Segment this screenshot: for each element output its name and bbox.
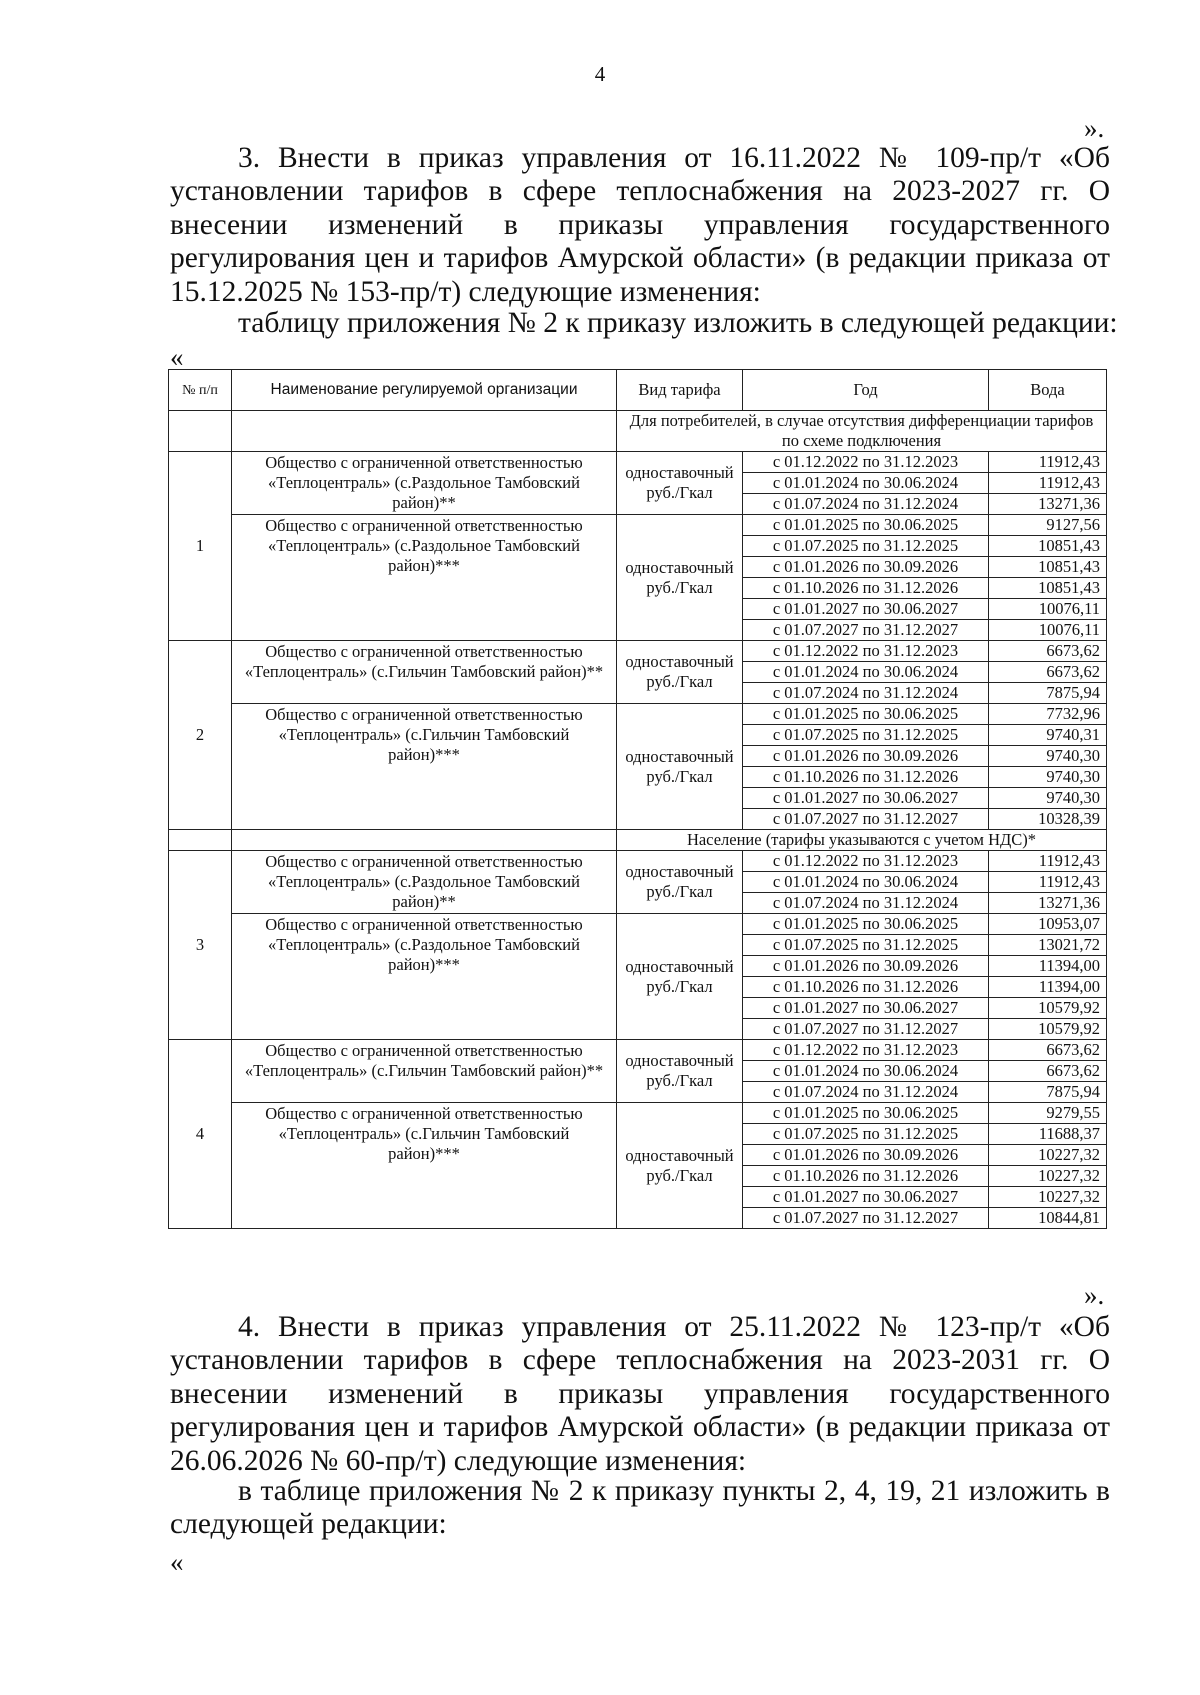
- period-cell: с 01.01.2025 по 30.06.2025: [743, 914, 989, 935]
- table-row: [169, 452, 1107, 473]
- organization-name: Общество с ограниченной ответственностью «Теплоцентраль» (с.Гильчин Тамбовский район)***: [232, 704, 617, 830]
- table-row: [169, 914, 1107, 935]
- row-number: 4: [169, 1040, 232, 1229]
- row-number: 1: [169, 452, 232, 641]
- header-type: Вид тарифа: [617, 370, 743, 411]
- tariff-type: одноставочный руб./Гкал: [617, 452, 743, 515]
- period-cell: с 01.01.2027 по 30.06.2027: [743, 788, 989, 809]
- organization-name: Общество с ограниченной ответственностью «Теплоцентраль» (с.Гильчин Тамбовский район)**: [232, 1040, 617, 1103]
- table-row: [169, 1103, 1107, 1124]
- paragraph-3: [170, 142, 1110, 309]
- period-cell: с 01.07.2027 по 31.12.2027: [743, 809, 989, 830]
- paragraph-3-intro: таблицу приложения № 2 к приказу изложить в следующей редакции:: [238, 307, 1118, 339]
- tariff-type: одноставочный руб./Гкал: [617, 515, 743, 641]
- paragraph-3-text: 3. Внести в приказ управления от 16.11.2022 № 109-пр/т «Об установлении тарифов в сфере теплоснабжения на 2023-2027 гг. О внесении изменений в приказы управления государственного регулирования цен и тарифов Амурской области» (в редакции приказа от 15.12.2025 № 153-пр/т) следующие изменения:: [170, 142, 1110, 308]
- period-cell: с 01.07.2027 по 31.12.2027: [743, 620, 989, 641]
- organization-name: Общество с ограниченной ответственностью «Теплоцентраль» (с.Раздольное Тамбовский район)**: [232, 851, 617, 914]
- period-cell: с 01.01.2024 по 30.06.2024: [743, 662, 989, 683]
- opening-quote: «: [170, 342, 184, 372]
- page-number: 4: [594, 62, 606, 86]
- period-cell: с 01.10.2026 по 31.12.2026: [743, 977, 989, 998]
- water-tariff-value: 13271,36: [989, 494, 1107, 515]
- row-number: 3: [169, 851, 232, 1040]
- water-tariff-value: 10844,81: [989, 1208, 1107, 1229]
- opening-quote: «: [170, 1547, 184, 1577]
- period-cell: с 01.07.2024 по 31.12.2024: [743, 893, 989, 914]
- period-cell: с 01.01.2026 по 30.09.2026: [743, 1145, 989, 1166]
- paragraph-4-intro: [170, 1475, 1110, 1542]
- water-tariff-value: 10076,11: [989, 599, 1107, 620]
- row-number: 2: [169, 641, 232, 830]
- table-header-row: [169, 370, 1107, 411]
- table-row: [169, 851, 1107, 872]
- header-year: Год: [743, 370, 989, 411]
- closing-quote: ».: [1084, 113, 1105, 143]
- section-row: [169, 411, 1107, 452]
- paragraph-4-text: 4. Внести в приказ управления от 25.11.2022 № 123-пр/т «Об установлении тарифов в сфере теплоснабжения на 2023-2031 гг. О внесении изменений в приказы управления государственного регулирования цен и тарифов Амурской области» (в редакции приказа от 26.06.2026 № 60-пр/т) следующие изменения:: [170, 1311, 1110, 1477]
- paragraph-4-intro-text: в таблице приложения № 2 к приказу пункты 2, 4, 19, 21 изложить в следующей редакции:: [170, 1475, 1110, 1541]
- period-cell: с 01.07.2024 по 31.12.2024: [743, 494, 989, 515]
- water-tariff-value: 13271,36: [989, 893, 1107, 914]
- water-tariff-value: 6673,62: [989, 662, 1107, 683]
- period-cell: с 01.07.2027 по 31.12.2027: [743, 1208, 989, 1229]
- section-org-cell: [232, 830, 617, 851]
- period-cell: с 01.07.2025 по 31.12.2025: [743, 725, 989, 746]
- organization-name: Общество с ограниченной ответственностью «Теплоцентраль» (с.Раздольное Тамбовский район)**: [232, 452, 617, 515]
- header-org: Наименование регулируемой организации: [232, 370, 617, 411]
- organization-name: Общество с ограниченной ответственностью «Теплоцентраль» (с.Раздольное Тамбовский район)***: [232, 515, 617, 641]
- tariff-type: одноставочный руб./Гкал: [617, 704, 743, 830]
- period-cell: с 01.01.2027 по 30.06.2027: [743, 599, 989, 620]
- water-tariff-value: 7732,96: [989, 704, 1107, 725]
- water-tariff-value: 7875,94: [989, 1082, 1107, 1103]
- section-title: Для потребителей, в случае отсутствия дифференциации тарифов по схеме подключения: [617, 411, 1107, 452]
- water-tariff-value: 10851,43: [989, 536, 1107, 557]
- period-cell: с 01.07.2027 по 31.12.2027: [743, 1019, 989, 1040]
- period-cell: с 01.07.2025 по 31.12.2025: [743, 935, 989, 956]
- water-tariff-value: 13021,72: [989, 935, 1107, 956]
- period-cell: с 01.07.2024 по 31.12.2024: [743, 1082, 989, 1103]
- table-row: [169, 704, 1107, 725]
- period-cell: с 01.12.2022 по 31.12.2023: [743, 851, 989, 872]
- water-tariff-value: 9279,55: [989, 1103, 1107, 1124]
- tariff-type: одноставочный руб./Гкал: [617, 851, 743, 914]
- section-title: Население (тарифы указываются с учетом НДС)*: [617, 830, 1107, 851]
- water-tariff-value: 11688,37: [989, 1124, 1107, 1145]
- water-tariff-value: 10328,39: [989, 809, 1107, 830]
- water-tariff-value: 6673,62: [989, 1040, 1107, 1061]
- period-cell: с 01.12.2022 по 31.12.2023: [743, 452, 989, 473]
- table-row: [169, 641, 1107, 662]
- period-cell: с 01.01.2025 по 30.06.2025: [743, 1103, 989, 1124]
- water-tariff-value: 11912,43: [989, 473, 1107, 494]
- section-num-cell: [169, 830, 232, 851]
- water-tariff-value: 6673,62: [989, 641, 1107, 662]
- period-cell: с 01.01.2024 по 30.06.2024: [743, 872, 989, 893]
- period-cell: с 01.01.2026 по 30.09.2026: [743, 557, 989, 578]
- period-cell: с 01.01.2025 по 30.06.2025: [743, 515, 989, 536]
- water-tariff-value: 9740,31: [989, 725, 1107, 746]
- period-cell: с 01.12.2022 по 31.12.2023: [743, 1040, 989, 1061]
- water-tariff-value: 10579,92: [989, 1019, 1107, 1040]
- table-row: [169, 1040, 1107, 1061]
- water-tariff-value: 10953,07: [989, 914, 1107, 935]
- water-tariff-value: 10579,92: [989, 998, 1107, 1019]
- water-tariff-value: 11912,43: [989, 452, 1107, 473]
- water-tariff-value: 6673,62: [989, 1061, 1107, 1082]
- water-tariff-value: 10851,43: [989, 557, 1107, 578]
- organization-name: Общество с ограниченной ответственностью «Теплоцентраль» (с.Гильчин Тамбовский район)***: [232, 1103, 617, 1229]
- organization-name: Общество с ограниченной ответственностью «Теплоцентраль» (с.Гильчин Тамбовский район)**: [232, 641, 617, 704]
- water-tariff-value: 10227,32: [989, 1187, 1107, 1208]
- header-num: № п/п: [169, 370, 232, 411]
- tariff-type: одноставочный руб./Гкал: [617, 1103, 743, 1229]
- paragraph-4: [170, 1311, 1110, 1478]
- period-cell: с 01.01.2027 по 30.06.2027: [743, 1187, 989, 1208]
- header-water: Вода: [989, 370, 1107, 411]
- period-cell: с 01.01.2026 по 30.09.2026: [743, 746, 989, 767]
- period-cell: с 01.10.2026 по 31.12.2026: [743, 578, 989, 599]
- water-tariff-value: 11394,00: [989, 956, 1107, 977]
- tariff-type: одноставочный руб./Гкал: [617, 914, 743, 1040]
- period-cell: с 01.01.2024 по 30.06.2024: [743, 473, 989, 494]
- period-cell: с 01.07.2024 по 31.12.2024: [743, 683, 989, 704]
- water-tariff-value: 11394,00: [989, 977, 1107, 998]
- water-tariff-value: 10851,43: [989, 578, 1107, 599]
- period-cell: с 01.01.2026 по 30.09.2026: [743, 956, 989, 977]
- water-tariff-value: 9127,56: [989, 515, 1107, 536]
- water-tariff-value: 11912,43: [989, 851, 1107, 872]
- section-num-cell: [169, 411, 232, 452]
- organization-name: Общество с ограниченной ответственностью «Теплоцентраль» (с.Раздольное Тамбовский район)***: [232, 914, 617, 1040]
- section-org-cell: [232, 411, 617, 452]
- tariff-type: одноставочный руб./Гкал: [617, 641, 743, 704]
- period-cell: с 01.12.2022 по 31.12.2023: [743, 641, 989, 662]
- water-tariff-value: 9740,30: [989, 746, 1107, 767]
- period-cell: с 01.10.2026 по 31.12.2026: [743, 1166, 989, 1187]
- water-tariff-value: 9740,30: [989, 767, 1107, 788]
- period-cell: с 01.01.2025 по 30.06.2025: [743, 704, 989, 725]
- water-tariff-value: 9740,30: [989, 788, 1107, 809]
- water-tariff-value: 10227,32: [989, 1145, 1107, 1166]
- period-cell: с 01.07.2025 по 31.12.2025: [743, 536, 989, 557]
- water-tariff-value: 10227,32: [989, 1166, 1107, 1187]
- water-tariff-value: 10076,11: [989, 620, 1107, 641]
- section-row: [169, 830, 1107, 851]
- table-row: [169, 515, 1107, 536]
- period-cell: с 01.07.2025 по 31.12.2025: [743, 1124, 989, 1145]
- period-cell: с 01.01.2027 по 30.06.2027: [743, 998, 989, 1019]
- period-cell: с 01.01.2024 по 30.06.2024: [743, 1061, 989, 1082]
- water-tariff-value: 11912,43: [989, 872, 1107, 893]
- period-cell: с 01.10.2026 по 31.12.2026: [743, 767, 989, 788]
- tariff-type: одноставочный руб./Гкал: [617, 1040, 743, 1103]
- water-tariff-value: 7875,94: [989, 683, 1107, 704]
- tariff-table: [168, 369, 1107, 1229]
- closing-quote: ».: [1084, 1280, 1105, 1310]
